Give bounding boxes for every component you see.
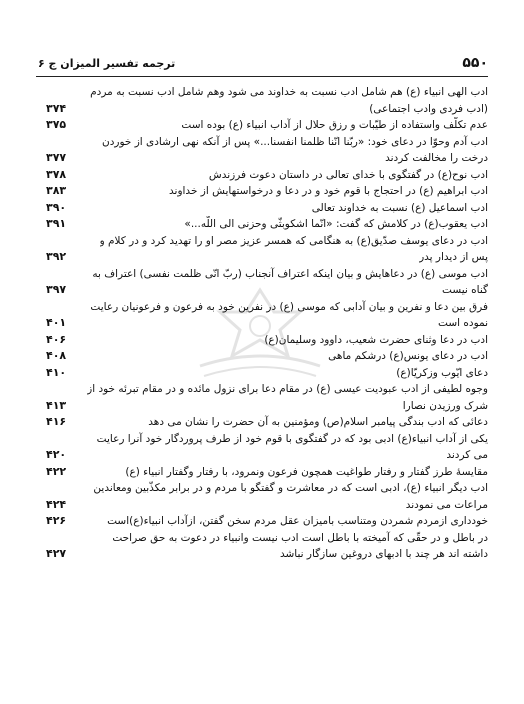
running-title: ترجمه تفسیر المیزان ج ۶ [38, 56, 176, 70]
toc-entry-text: ادب دیگر انبیاء (ع)، ادبی است که در معاشرت و گفتگو با مردم و در برابر مکذّبین ومعاندین [93, 482, 488, 494]
toc-page-ref: ۳۹۱ [46, 217, 67, 230]
toc-page-ref: ۴۲۰ [46, 448, 67, 461]
toc-row [36, 447, 488, 464]
toc-entry-text: ادب در دعای یوسف صدّیق(ع) به هنگامی که همسر عزیز مصر او را تهدید کرد و در کلام و [99, 234, 488, 247]
toc-page-ref: ۴۰۱ [46, 316, 67, 329]
toc-row [36, 134, 488, 151]
toc-entry-text: دعائی که ادب بندگی پیامبر اسلام(ص) ومؤمنین به آن حضرت را نشان می دهد [148, 416, 488, 428]
toc-entry-text: می کردند [446, 449, 488, 461]
toc-entry-text: عدم تکلّف واستفاده از طیّبات و رزق حلال از آداب انبیاء (ع) بوده است [181, 119, 488, 131]
page-header [38, 52, 488, 74]
toc-row [36, 530, 488, 547]
toc-page-ref: ۴۱۰ [46, 365, 67, 379]
toc-entry-text: یکی از آداب انبیاء(ع) ادبی بود که در گفتگوی با قوم خود از طرف پروردگار خود آنرا رعایت [96, 432, 488, 445]
toc-entry-text: پس از دیدار پدر [419, 251, 488, 263]
toc-row [36, 365, 488, 382]
toc-entry-text: شرک ورزیدن نصارا [402, 399, 488, 412]
toc-row [36, 480, 488, 497]
toc-row [36, 513, 488, 530]
toc-entry-text: ادب در دعای یونس(ع) درشکم ماهی [328, 350, 488, 362]
toc-row [36, 299, 488, 316]
toc-row [36, 167, 488, 184]
toc-row [36, 398, 488, 415]
toc-row [36, 183, 488, 200]
toc-entry-text: گناه نیست [442, 284, 488, 296]
header-rule [36, 76, 488, 77]
toc-row [36, 249, 488, 266]
toc-entry-text: ادب در دعا وثنای حضرت شعیب، داوود وسلیمان(ع) [264, 333, 488, 346]
toc-page-ref: ۳۸۳ [46, 184, 67, 197]
toc-entry-text: دعای ایّوب وزکریّا(ع) [396, 366, 488, 379]
toc-entry-text: ادب ابراهیم (ع) در احتجاج با قوم خود و در دعا و درخواستهایش از خداوند [169, 185, 488, 197]
toc-page-ref: ۴۲۷ [46, 547, 67, 560]
toc-page-ref: ۳۷۵ [46, 118, 67, 131]
toc-row [36, 117, 488, 134]
toc-entry-text: ادب نوح(ع) در گفتگوی با خدای تعالی در داستان دعوت فرزندش [208, 168, 488, 181]
toc-entry-text: فرق بین دعا و نفرین و بیان آدابی که موسی (ع) در نفرین خود به فرعون و فرعونیان رعایت [90, 300, 488, 313]
toc-row [36, 101, 488, 118]
table-of-contents [36, 84, 488, 563]
toc-row [36, 381, 488, 398]
toc-row [36, 282, 488, 299]
toc-row [36, 497, 488, 514]
toc-page-ref: ۴۱۳ [46, 398, 67, 412]
toc-entry-text: مقایسهٔ طرز گفتار و رفتار طواغیت همچون فرعون ونمرود، با رفتار وگفتار انبیاء (ع) [125, 465, 488, 478]
toc-page-ref: ۴۱۶ [46, 415, 67, 428]
toc-page-ref: ۳۷۴ [46, 101, 67, 115]
toc-page-ref: ۳۹۲ [46, 250, 67, 263]
toc-page-ref: ۴۰۶ [46, 332, 67, 346]
toc-entry-text: (ادب فردی وادب اجتماعی) [369, 102, 488, 115]
toc-entry-text: داشته اند هر چند با ادبهای دروغین سازگار نباشد [279, 548, 488, 560]
toc-page-ref: ۴۲۲ [46, 464, 67, 478]
toc-entry-text: نموده است [438, 317, 488, 329]
toc-row [36, 332, 488, 349]
toc-row [36, 414, 488, 431]
toc-page-ref: ۳۹۷ [46, 283, 67, 296]
toc-page-ref: ۴۰۸ [46, 349, 67, 362]
toc-entry-text: درخت را مخالفت کردند [385, 152, 488, 164]
toc-page-ref: ۳۷۷ [46, 151, 67, 164]
toc-page-ref: ۳۷۸ [46, 167, 67, 181]
toc-entry-text: مراعات می نمودند [405, 498, 488, 511]
toc-entry-text: ادب یعقوب(ع) در کلامش که گفت: «انّما اشکوبثّی وحزنی الی اللّه...» [184, 218, 488, 230]
toc-entry-text: خودداری ازمردم شمردن ومتناسب باميزان عقل مردم سخن گفتن، ازآداب انبياء(ع)است [107, 515, 488, 527]
toc-row [36, 266, 488, 283]
toc-row [36, 216, 488, 233]
toc-row [36, 150, 488, 167]
toc-page-ref: ۳۹۰ [46, 200, 67, 214]
toc-entry-text: ادب الهی انبیاء (ع) هم شامل ادب نسبت به خداوند می شود وهم شامل ادب نسبت به مردم [90, 86, 488, 98]
page-number: ۵۵۰ [462, 55, 488, 71]
toc-row [36, 315, 488, 332]
toc-entry-text: ادب آدم وحوّا در دعای خود: «ربّنا انّنا ظلمنا انفسنا...» پس از آنکه نهی ارشادی از خوردن [101, 135, 488, 148]
toc-entry-text: ادب موسی (ع) در دعاهایش و بیان اینکه اعتراف آنجناب (ربّ انّی ظلمت نفسی) اعتراف به [92, 267, 488, 280]
toc-row [36, 546, 488, 563]
toc-row [36, 84, 488, 101]
toc-row [36, 348, 488, 365]
toc-page-ref: ۴۲۶ [46, 514, 67, 527]
toc-row [36, 233, 488, 250]
toc-entry-text: در باطل و در حقّی که آمیخته با باطل است ادب نیست وانبیاء در دعوت به حق صراحت [112, 531, 488, 544]
toc-row [36, 200, 488, 217]
toc-page-ref: ۴۲۴ [46, 497, 67, 511]
toc-row [36, 431, 488, 448]
toc-entry-text: وجوه لطیفی از ادب عبودیت عیسی (ع) در مقام دعا برای نزول مائده و در مقام تبرئه خود از [87, 383, 488, 395]
toc-entry-text: ادب اسماعیل (ع) نسبت به خداوند تعالی [311, 201, 488, 214]
toc-row [36, 464, 488, 481]
